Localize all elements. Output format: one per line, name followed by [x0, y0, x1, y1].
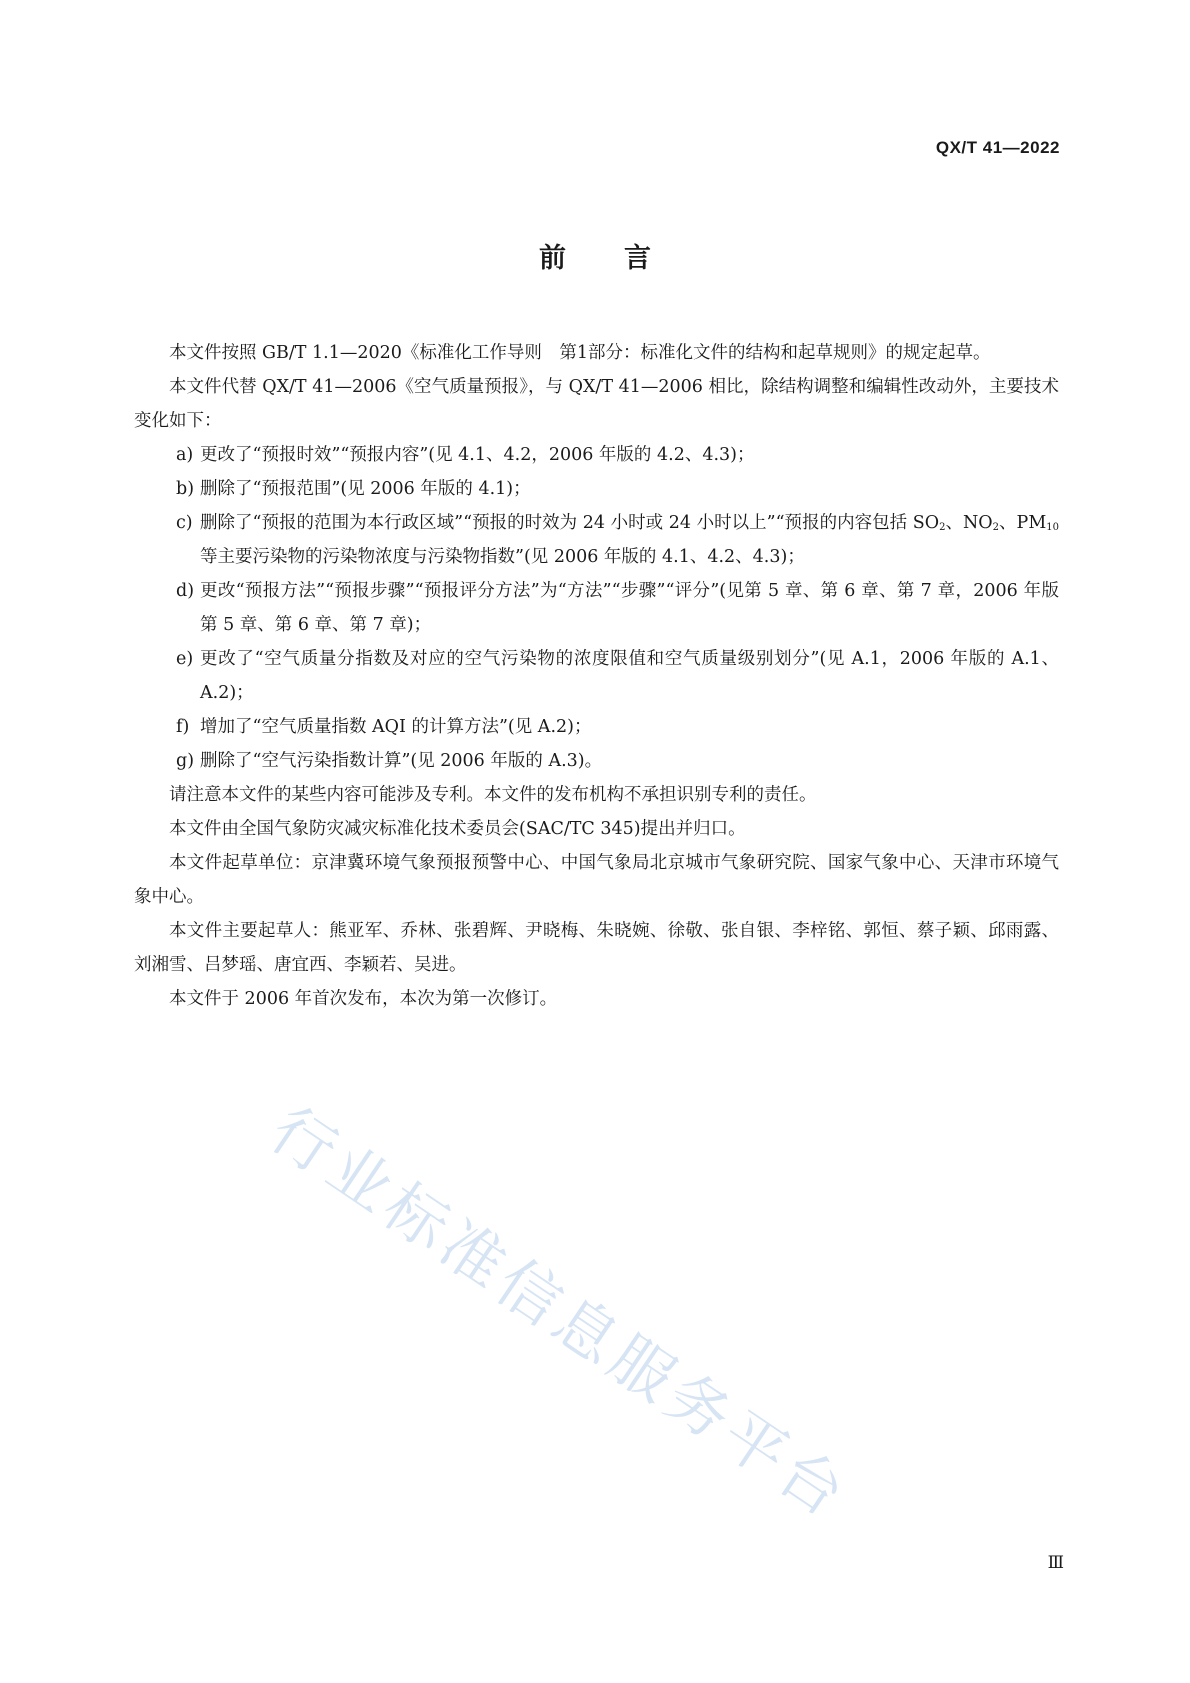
- list-marker: e): [176, 649, 194, 669]
- list-marker: a): [176, 445, 194, 465]
- list-marker: c): [176, 513, 193, 533]
- subscript: 10: [1046, 522, 1059, 533]
- paragraph-replacement: 本文件代替 QX/T 41—2006《空气质量预报》，与 QX/T 41—2006 相比，除结构调整和编辑性改动外，主要技术变化如下：: [134, 377, 1059, 431]
- paragraph-drafters: 本文件主要起草人：熊亚军、乔林、张碧辉、尹晓梅、朱晓婉、徐敬、张自银、李梓铭、郭恒、蔡子颖、邱雨露、刘湘雪、吕梦瑶、唐宜西、李颖若、吴进。: [134, 921, 1059, 975]
- text-segment: 等主要污染物的污染物浓度与污染物指数”(见 2006 年版的 4.1、4.2、4.3)；: [200, 547, 805, 567]
- list-item-change-g: [134, 744, 1059, 778]
- list-item-change-e: [134, 642, 1059, 710]
- text-segment: 删除了“预报的范围为本行政区域”“预报的时效为 24 小时或 24 小时以上”“预报的内容包括 SO: [200, 513, 940, 533]
- list-item-text: 更改了“空气质量分指数及对应的空气污染物的浓度限值和空气质量级别划分”(见 A.1，2006 年版的 A.1、A.2)；: [200, 649, 1059, 703]
- paragraph-drafting-units: 本文件起草单位：京津冀环境气象预报预警中心、中国气象局北京城市气象研究院、国家气象中心、天津市环境气象中心。: [134, 853, 1059, 907]
- list-item-change-f: [134, 710, 1059, 744]
- paragraph-basis: 本文件按照 GB/T 1.1—2020《标准化工作导则 第1部分：标准化文件的结构和起草规则》的规定起草。: [169, 343, 991, 363]
- page-number: Ⅲ: [1047, 1553, 1064, 1573]
- list-item-text: 更改了“预报时效”“预报内容”(见 4.1、4.2，2006 年版的 4.2、4.3)；: [200, 445, 755, 465]
- subscript: 2: [992, 522, 1000, 533]
- paragraph-proposer: 本文件由全国气象防灾减灾标准化技术委员会(SAC/TC 345)提出并归口。: [169, 819, 746, 839]
- text-segment: 、PM: [999, 513, 1047, 533]
- foreword-body: [134, 336, 1059, 1016]
- subscript: 2: [939, 522, 946, 533]
- list-item-text: 删除了“预报范围”(见 2006 年版的 4.1)；: [200, 479, 531, 499]
- list-marker: f): [176, 717, 190, 737]
- document-code: QX/T 41—2022: [935, 138, 1060, 157]
- list-item-text: [200, 506, 1059, 574]
- list-marker: b): [176, 479, 195, 499]
- watermark: 行业标准信息服务平台: [257, 1092, 863, 1534]
- list-item-change-a: [134, 438, 1059, 472]
- list-item-change-c: [134, 506, 1059, 574]
- list-item-change-b: [134, 472, 1059, 506]
- paragraph-patent-notice: 请注意本文件的某些内容可能涉及专利。本文件的发布机构不承担识别专利的责任。: [169, 785, 817, 805]
- list-item-text: 更改“预报方法”“预报步骤”“预报评分方法”为“方法”“步骤”“评分”(见第 5 章、第 6 章、第 7 章，2006 年版第 5 章、第 6 章、第 7 章)；: [200, 581, 1059, 635]
- text-segment: 、NO: [945, 513, 993, 533]
- paragraph-history: 本文件于 2006 年首次发布，本次为第一次修订。: [169, 989, 558, 1009]
- list-item-text: 删除了“空气污染指数计算”(见 2006 年版的 A.3)。: [200, 751, 603, 771]
- page-title: 前言: [539, 243, 709, 274]
- list-marker: g): [176, 751, 195, 771]
- list-item-text: 增加了“空气质量指数 AQI 的计算方法”(见 A.2)；: [200, 717, 592, 737]
- list-marker: d): [176, 581, 195, 601]
- list-item-change-d: [134, 574, 1059, 642]
